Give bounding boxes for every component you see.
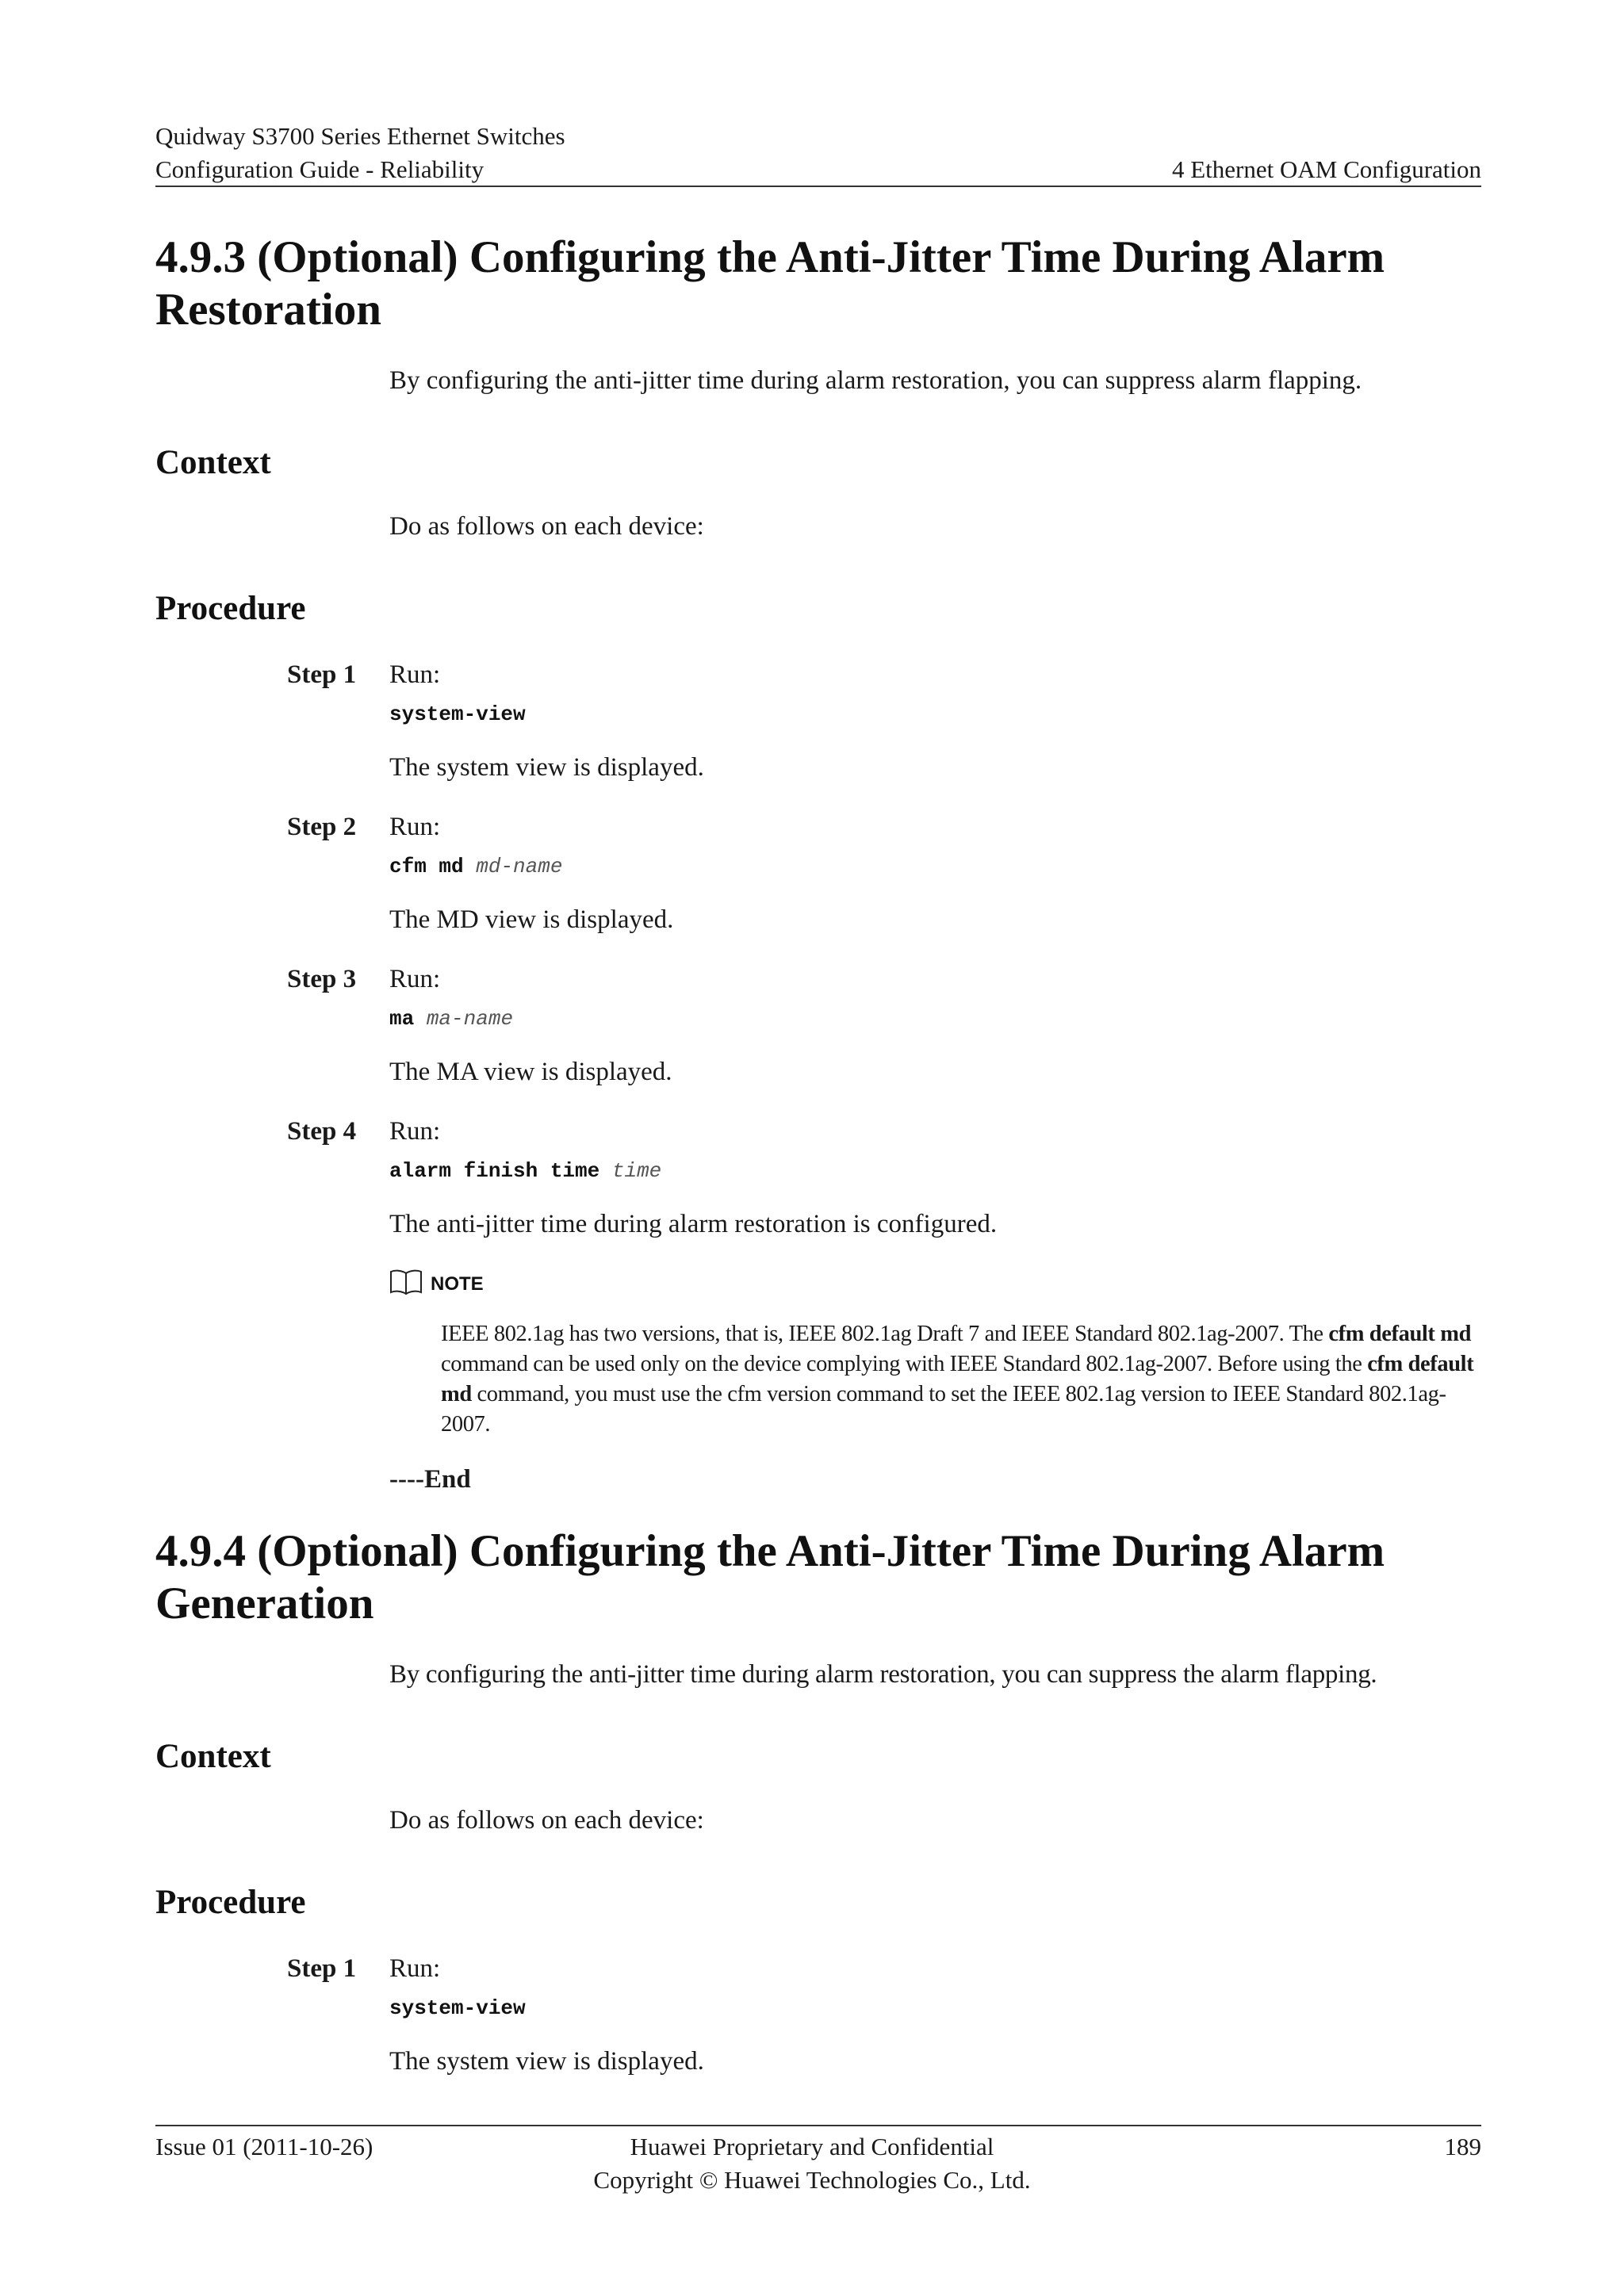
context-text: Do as follows on each device: — [389, 1806, 704, 1835]
command-keyword: ma — [389, 1007, 415, 1031]
note-text-part: command can be used only on the device complying with IEEE Standard 802.1ag-2007. Before using the — [441, 1352, 1368, 1376]
step-result: The MA view is displayed. — [389, 1058, 672, 1086]
step-result: The MD view is displayed. — [389, 905, 674, 934]
command-line — [389, 701, 526, 728]
procedure-heading: Procedure — [155, 590, 306, 627]
step-run: Run: — [389, 965, 441, 993]
section-title — [155, 1525, 1503, 1630]
section-intro: By configuring the anti-jitter time during alarm restoration, you can suppress the alarm flapping. — [389, 1660, 1377, 1689]
context-heading: Context — [155, 1738, 271, 1775]
procedure-end-marker: ----End — [389, 1465, 471, 1494]
section-title-line1: 4.9.3 (Optional) Configuring the Anti-Jitter Time During Alarm — [155, 232, 1385, 282]
header-guide: Configuration Guide - Reliability — [155, 155, 485, 183]
header-chapter: 4 Ethernet OAM Configuration — [1171, 155, 1481, 183]
footer-page-number: 189 — [1444, 2133, 1481, 2160]
step-result: The anti-jitter time during alarm restoration is configured. — [389, 1210, 998, 1238]
step-run: Run: — [389, 1117, 441, 1146]
command-keyword: system-view — [389, 1996, 526, 2020]
note-text — [441, 1319, 1481, 1440]
command-line — [389, 1158, 661, 1184]
header-row — [155, 154, 1481, 186]
context-heading: Context — [155, 444, 271, 481]
section-title-line2: Generation — [155, 1578, 374, 1628]
section-title-line1: 4.9.4 (Optional) Configuring the Anti-Jitter Time During Alarm — [155, 1526, 1385, 1576]
command-argument: time — [611, 1159, 662, 1183]
step-result: The system view is displayed. — [389, 753, 704, 782]
note-label: NOTE — [431, 1272, 484, 1295]
step-result: The system view is displayed. — [389, 2047, 704, 2076]
context-text: Do as follows on each device: — [389, 512, 704, 541]
step-label: Step 1 — [287, 1954, 357, 1983]
footer-copyright: Copyright © Huawei Technologies Co., Ltd. — [593, 2166, 1031, 2194]
step-label: Step 3 — [287, 965, 357, 993]
step-label: Step 1 — [287, 660, 357, 689]
command-line — [389, 853, 562, 880]
step-run: Run: — [389, 660, 441, 689]
command-line — [389, 1995, 526, 2022]
command-argument: ma-name — [426, 1007, 514, 1031]
section-intro: By configuring the anti-jitter time during alarm restoration, you can suppress alarm flapping. — [389, 366, 1362, 395]
procedure-heading: Procedure — [155, 1884, 306, 1921]
header-series: Quidway S3700 Series Ethernet Switches — [155, 122, 565, 150]
footer-issue: Issue 01 (2011-10-26) — [155, 2133, 373, 2160]
note-text-part: command, you must use the cfm version command to set the IEEE 802.1ag version to IEEE Standard 802.1ag-2007. — [441, 1382, 1446, 1437]
section-title-line2: Restoration — [155, 285, 381, 335]
step-label: Step 4 — [287, 1117, 357, 1146]
note-command: cfm default md — [441, 1352, 1474, 1406]
step-run: Run: — [389, 813, 441, 841]
note-header — [389, 1269, 484, 1299]
note-text-part: IEEE 802.1ag has two versions, that is, IEEE 802.1ag Draft 7 and IEEE Standard 802.1ag-2007. The — [441, 1322, 1329, 1346]
footer-confidential: Huawei Proprietary and Confidential — [630, 2133, 994, 2160]
footer-divider — [155, 2125, 1481, 2126]
command-line — [389, 1005, 513, 1032]
step-label: Step 2 — [287, 813, 357, 841]
step-run: Run: — [389, 1954, 441, 1983]
book-icon — [389, 1269, 423, 1299]
command-keyword: alarm finish time — [389, 1159, 600, 1183]
command-keyword: system-view — [389, 702, 526, 726]
note-command: cfm default md — [1328, 1322, 1472, 1346]
header-divider — [155, 186, 1481, 187]
command-argument: md-name — [476, 855, 563, 878]
command-keyword: cfm md — [389, 855, 464, 878]
section-title — [155, 232, 1503, 336]
